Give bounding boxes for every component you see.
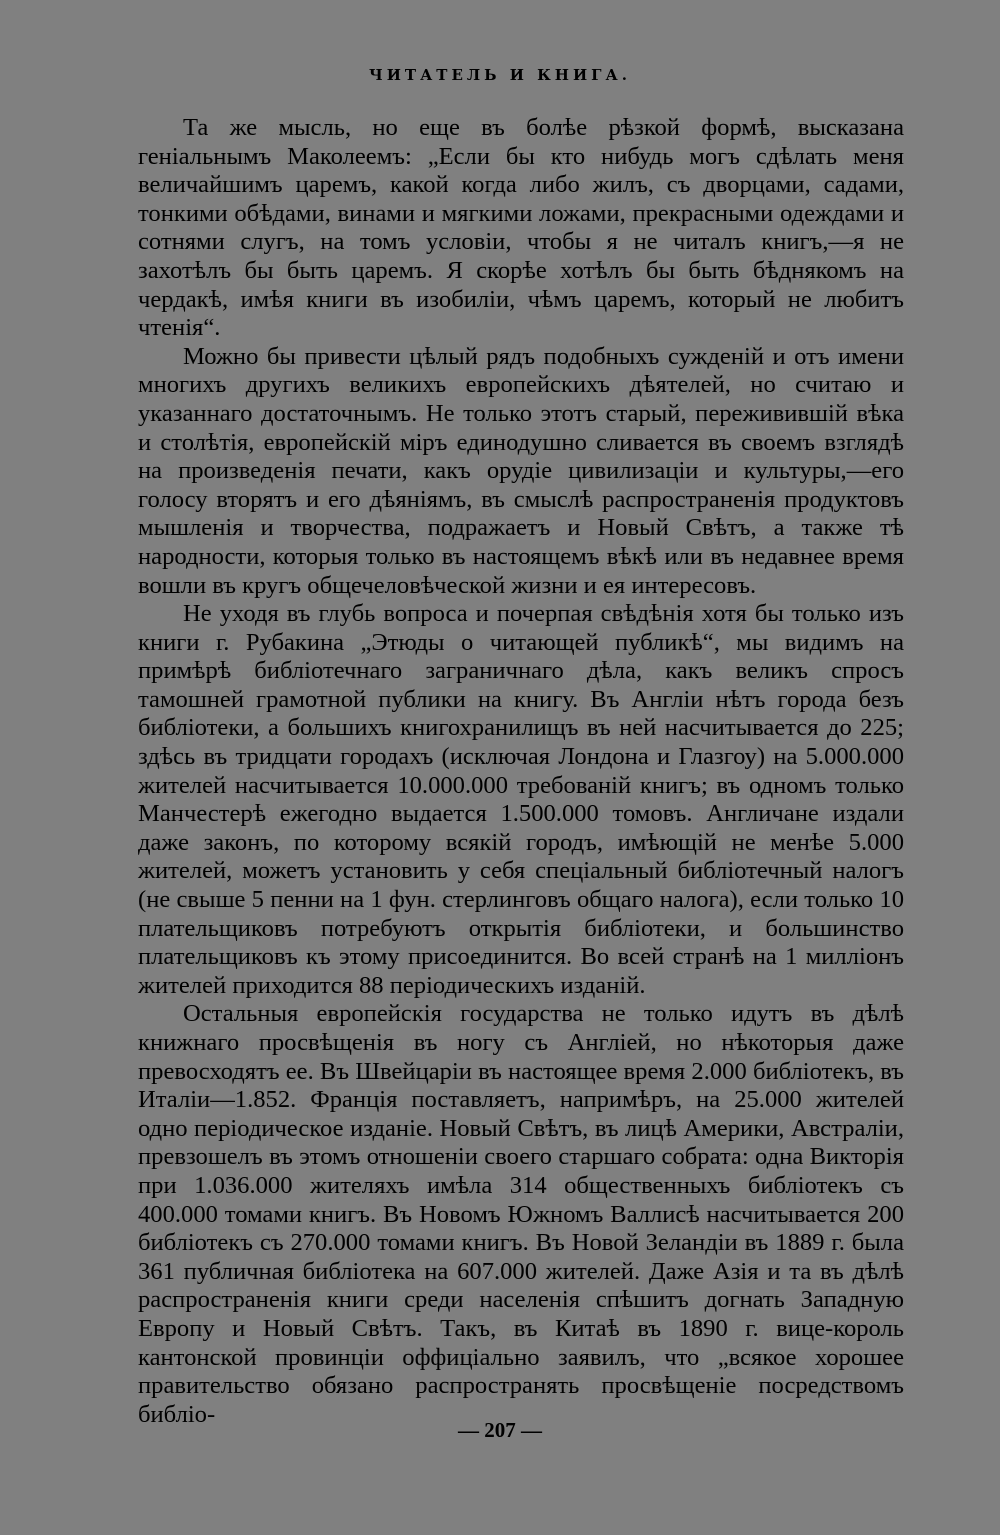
paragraph: Остальныя европейскія государства не только идутъ въ дѣлѣ книжнаго просвѣщенія въ ногу съ Англіей, но нѣкоторыя даже превосходятъ ее. Въ Швейцаріи въ настоящее время 2.000 библіотекъ, въ Италіи—1.852. Франція поставляетъ, напримѣръ, на 25.000 жителей одно періодическое изданіе. Новый Свѣтъ, въ лицѣ Америки, Австраліи, превзошелъ въ этомъ отношеніи своего старшаго собрата: одна Викторія при 1.036.000 жителяхъ имѣла 314 общественныхъ библіотекъ съ 400.000 томами книгъ. Въ Новомъ Южномъ Валлисѣ насчитывается 200 библіотекъ съ 270.000 томами книгъ. Въ Новой Зеландіи въ 1889 г. была 361 публичная библіотека на 607.000 жителей. Даже Азія и та въ дѣлѣ распространенія книги среди населенія спѣшитъ догнать Западную Европу и Новый Свѣтъ. Такъ, въ Китаѣ въ 1890 г. вице-король кантонской провинціи оффиціально заявилъ, что „всякое хорошее правительство обязано распространять просвѣщеніе посредствомъ библіо- [138, 1000, 904, 1428]
paragraph: Та же мысль, но еще въ болѣе рѣзкой формѣ, высказана геніальнымъ Маколеемъ: „Если бы кто нибудь могъ сдѣлать меня величайшимъ царемъ, какой когда либо жилъ, съ дворцами, садами, тонкими обѣдами, винами и мягкими ложами, прекрасными одеждами и сотнями слугъ, на томъ условіи, чтобы я не читалъ книгъ,—я не захотѣлъ бы быть царемъ. Я скорѣе хотѣлъ бы быть бѣднякомъ на чердакѣ, имѣя книги въ изобиліи, чѣмъ царемъ, который не любитъ чтенія“. [138, 114, 904, 342]
paragraph: Можно бы привести цѣлый рядъ подобныхъ сужденій и отъ имени многихъ другихъ великихъ европейскихъ дѣятелей, но считаю и указаннаго достаточнымъ. Не только этотъ старый, переживившій вѣка и столѣтія, европейскій міръ единодушно сливается въ своемъ взглядѣ на произведенія печати, какъ орудіе цивилизаціи и культуры,—его голосу вторятъ и его дѣяніямъ, въ смыслѣ распространенія продуктовъ мышленія и творчества, подражаетъ и Новый Свѣтъ, а также тѣ народности, которыя только въ настоящемъ вѣкѣ или въ недавнее время вошли въ кругъ общечеловѣческой жизни и ея интересовъ. [138, 342, 904, 599]
running-head: ЧИТАТЕЛЬ И КНИГА. [369, 66, 631, 84]
body-text [138, 114, 904, 1429]
paragraph: Не уходя въ глубь вопроса и почерпая свѣдѣнія хотя бы только изъ книги г. Рубакина „Этюды о читающей публикѣ“, мы видимъ на примѣрѣ библіотечнаго заграничнаго дѣла, какъ великъ спросъ тамошней грамотной публики на книгу. Въ Англіи нѣтъ города безъ библіотеки, а большихъ книгохранилищъ въ ней насчитывается до 225; здѣсь въ тридцати городахъ (исключая Лондона и Глазгоу) на 5.000.000 жителей насчитывается 10.000.000 требованій книгъ; въ одномъ только Манчестерѣ ежегодно выдается 1.500.000 томовъ. Англичане издали даже законъ, по которому всякій городъ, имѣющій не менѣе 5.000 жителей, можетъ установить у себя спеціальный библіотечный налогъ (не свыше 5 пенни на 1 фун. стерлинговъ общаго налога), если только 10 плательщиковъ потребуютъ открытія библіотеки, и большинство плательщиковъ къ этому присоединится. Во всей странѣ на 1 милліонъ жителей приходится 88 періодическихъ изданій. [138, 600, 904, 999]
page-number: — 207 — [458, 1418, 542, 1442]
